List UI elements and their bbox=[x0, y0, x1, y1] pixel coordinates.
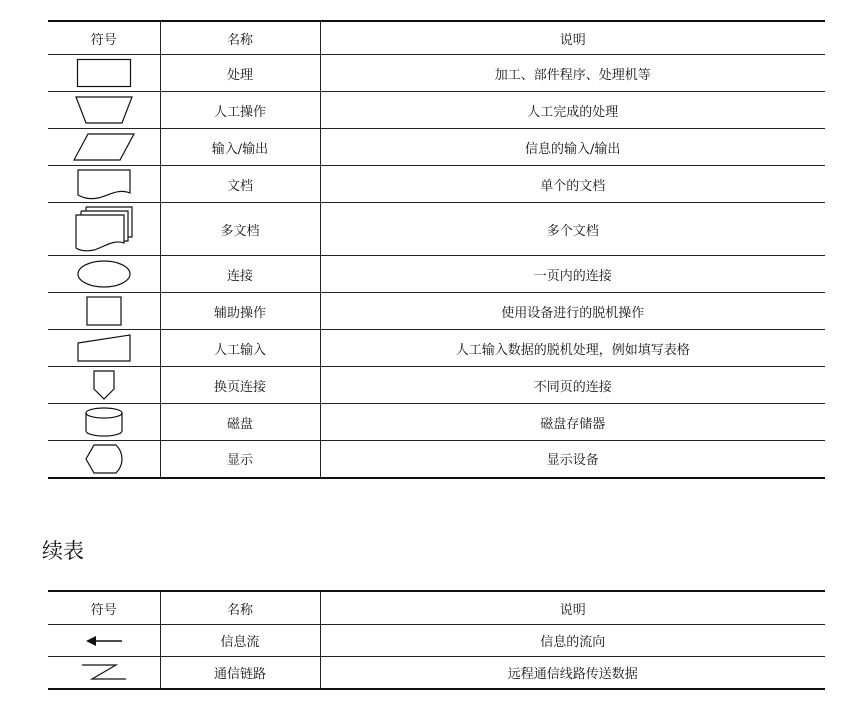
row-description: 使用设备进行的脱机操作 bbox=[320, 293, 825, 330]
manual-operation-trapezoid-icon bbox=[74, 95, 134, 125]
row-name: 人工输入 bbox=[160, 330, 320, 367]
row-description: 人工输入数据的脱机处理，例如填写表格 bbox=[320, 330, 825, 367]
row-name: 显示 bbox=[160, 441, 320, 478]
io-parallelogram-icon bbox=[72, 132, 136, 162]
row-name: 信息流 bbox=[160, 625, 320, 657]
flowchart-symbols-table bbox=[48, 20, 825, 479]
row-description: 信息的输入/输出 bbox=[320, 129, 825, 166]
display-icon bbox=[84, 443, 124, 475]
row-description: 显示设备 bbox=[320, 441, 825, 478]
table-row bbox=[48, 441, 825, 478]
row-name: 人工操作 bbox=[160, 92, 320, 129]
table-row bbox=[48, 657, 825, 689]
row-name: 处理 bbox=[160, 55, 320, 92]
table-row bbox=[48, 55, 825, 92]
header-symbol: 符号 bbox=[90, 602, 117, 618]
auxiliary-square-icon bbox=[85, 295, 123, 327]
row-name: 换页连接 bbox=[160, 367, 320, 404]
flowchart-symbols-table-continued bbox=[48, 590, 825, 690]
table-row bbox=[48, 367, 825, 404]
table-row bbox=[48, 129, 825, 166]
row-description: 信息的流向 bbox=[320, 625, 825, 657]
row-description: 不同页的连接 bbox=[320, 367, 825, 404]
header-name: 名称 bbox=[160, 591, 320, 625]
header-name: 名称 bbox=[160, 21, 320, 55]
row-description: 单个的文档 bbox=[320, 166, 825, 203]
table-row bbox=[48, 293, 825, 330]
row-description: 磁盘存储器 bbox=[320, 404, 825, 441]
header-description: 说明 bbox=[320, 591, 825, 625]
row-name: 输入/输出 bbox=[160, 129, 320, 166]
header-symbol: 符号 bbox=[90, 32, 117, 48]
offpage-connector-icon bbox=[92, 369, 116, 401]
row-name: 磁盘 bbox=[160, 404, 320, 441]
table-row bbox=[48, 330, 825, 367]
table-row bbox=[48, 92, 825, 129]
section-title: 续表 bbox=[42, 539, 84, 563]
manual-input-icon bbox=[76, 333, 132, 363]
row-name: 文档 bbox=[160, 166, 320, 203]
disk-cylinder-icon bbox=[84, 406, 124, 438]
table-row bbox=[48, 625, 825, 657]
row-name: 通信链路 bbox=[160, 657, 320, 689]
row-name: 辅助操作 bbox=[160, 293, 320, 330]
row-name: 多文档 bbox=[160, 203, 320, 256]
row-description: 远程通信线路传送数据 bbox=[320, 657, 825, 689]
table-header-row bbox=[48, 591, 825, 625]
table-row bbox=[48, 166, 825, 203]
table-header-row bbox=[48, 21, 825, 55]
row-description: 一页内的连接 bbox=[320, 256, 825, 293]
row-description: 加工、部件程序、处理机等 bbox=[320, 55, 825, 92]
row-description: 多个文档 bbox=[320, 203, 825, 256]
row-name: 连接 bbox=[160, 256, 320, 293]
table-row bbox=[48, 203, 825, 256]
table-row bbox=[48, 256, 825, 293]
table-row bbox=[48, 404, 825, 441]
connector-ellipse-icon bbox=[76, 259, 132, 289]
document-icon bbox=[76, 168, 132, 200]
process-rect-icon bbox=[76, 58, 132, 88]
header-description: 说明 bbox=[320, 21, 825, 55]
communication-link-icon bbox=[78, 662, 130, 682]
multi-document-icon bbox=[74, 205, 134, 253]
row-description: 人工完成的处理 bbox=[320, 92, 825, 129]
arrow-left-icon bbox=[84, 634, 124, 648]
